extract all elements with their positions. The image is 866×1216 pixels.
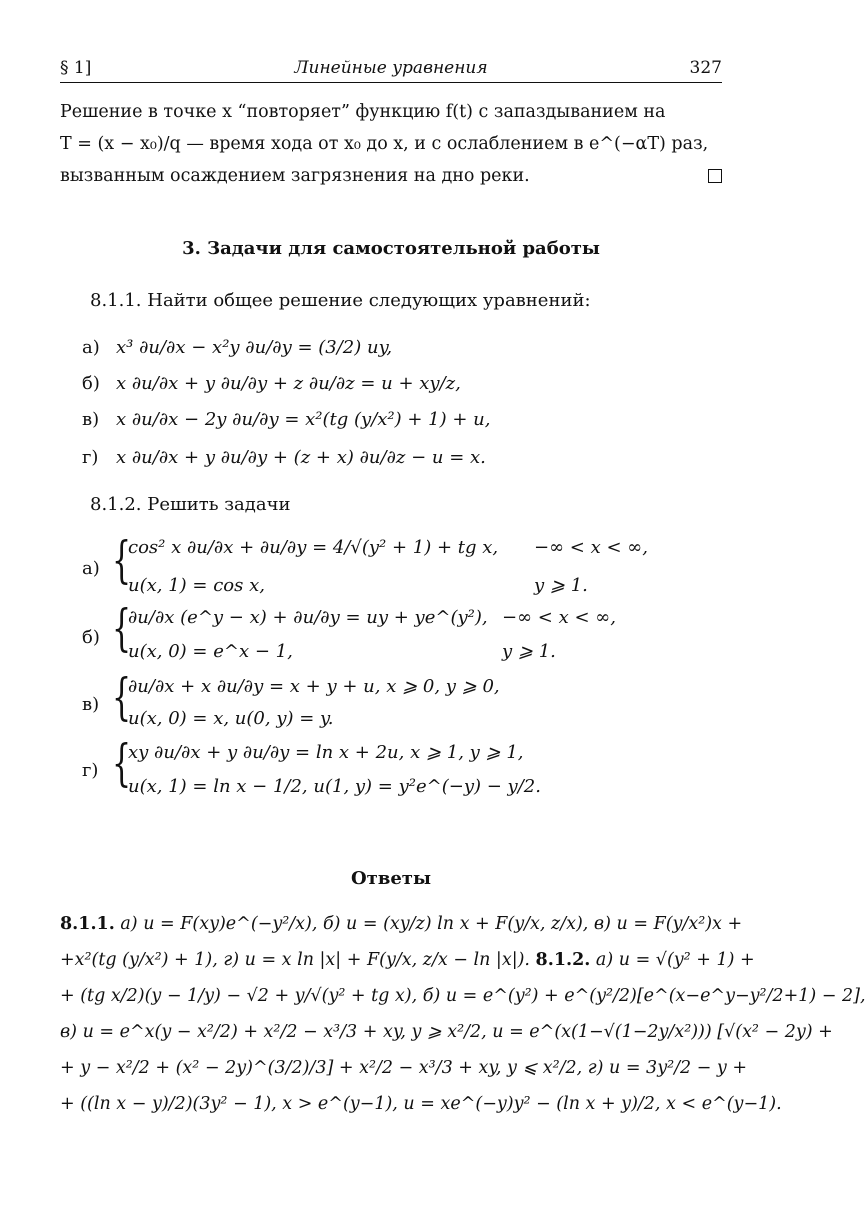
answer-line-4: в) u = e^x(y − x²/2) + x²/2 − x³/3 + xy, y ⩾ x²/2, u = e^(x(1−√(1−2y/x²))) [√(x² − 2y) +	[60, 1022, 833, 1042]
equation-811-d	[82, 447, 486, 468]
section-heading: 3. Задачи для самостоятельной работы	[182, 238, 600, 259]
equation-body: x³ ∂u/∂x − x²y ∂u/∂y = (3/2) uy,	[116, 337, 393, 358]
system-label: б)	[82, 627, 100, 648]
equation-811-b	[82, 373, 461, 394]
intro-line-2: T = (x − x₀)/q — время хода от x₀ до x, и с ослаблением в e^(−αT) раз,	[60, 134, 709, 154]
system-row-1: ∂u/∂x + x ∂u/∂y = x + y + u, x ⩾ 0, y ⩾ 0,	[128, 676, 500, 697]
intro-line-3	[60, 160, 722, 192]
system-row-1: ∂u/∂x (e^y − x) + ∂u/∂y = uy + ye^(y²),	[128, 607, 488, 628]
page-number: 327	[689, 58, 722, 78]
left-brace-icon: {	[112, 531, 132, 589]
left-brace-icon: {	[112, 668, 132, 726]
intro-line-1: Решение в точке x “повторяет” функцию f(t) с запаздыванием на	[60, 102, 666, 122]
intro-line-3-text: вызванным осаждением загрязнения на дно реки.	[60, 166, 530, 186]
answer-line-1	[60, 906, 743, 942]
system-row-2: u(x, 0) = x, u(0, y) = y.	[128, 708, 334, 729]
answers-block	[60, 906, 866, 1122]
answers-heading: Ответы	[351, 868, 431, 889]
answer-text: +x²(tg (y/x²) + 1), г) u = x ln |x| + F(y/x, z/x − ln |x|).	[60, 950, 536, 970]
equation-label: г)	[82, 447, 99, 468]
answer-label-811: 8.1.1.	[60, 914, 115, 934]
task-812-intro: 8.1.2. Решить задачи	[90, 494, 291, 515]
book-page	[60, 0, 866, 1216]
system-condition-2: y ⩾ 1.	[502, 641, 556, 662]
answer-text: а) u = F(xy)e^(−y²/x), б) u = (xy/z) ln x + F(y/x, z/x), в) u = F(y/x²)x +	[114, 914, 743, 934]
equation-label: а)	[82, 337, 100, 358]
equation-body: x ∂u/∂x + y ∂u/∂y + z ∂u/∂z = u + xy/z,	[116, 373, 461, 394]
running-title: Линейные уравнения	[294, 58, 488, 78]
system-label: в)	[82, 694, 100, 715]
left-brace-icon: {	[112, 599, 132, 657]
answer-line-3: + (tg x/2)(y − 1/y) − √2 + y/√(y² + tg x), б) u = e^(y²) + e^(y²/2)[e^(x−e^y−y²/2+1) − 2],	[60, 986, 866, 1006]
system-row-2: u(x, 1) = ln x − 1/2, u(1, y) = y²e^(−y) − y/2.	[128, 776, 541, 797]
qed-square-icon	[708, 169, 722, 183]
equation-body: x ∂u/∂x − 2y ∂u/∂y = x²(tg (y/x²) + 1) + u,	[116, 409, 491, 430]
answer-text: а) u = √(y² + 1) +	[590, 950, 755, 970]
intro-paragraph	[60, 96, 722, 192]
system-condition-2: y ⩾ 1.	[534, 575, 588, 596]
answer-line-5: + y − x²/2 + (x² − 2y)^(3/2)/3] + x²/2 − x³/3 + xy, y ⩽ x²/2, г) u = 3y²/2 − y +	[60, 1058, 748, 1078]
equation-label: б)	[82, 373, 100, 394]
system-row-1: xy ∂u/∂x + y ∂u/∂y = ln x + 2u, x ⩾ 1, y ⩾ 1,	[128, 742, 524, 763]
system-condition-1: −∞ < x < ∞,	[534, 537, 648, 558]
task-811-intro: 8.1.1. Найти общее решение следующих уравнений:	[90, 290, 591, 311]
system-row-1: cos² x ∂u/∂x + ∂u/∂y = 4/√(y² + 1) + tg x,	[128, 537, 499, 558]
system-condition-1: −∞ < x < ∞,	[502, 607, 616, 628]
equation-body: x ∂u/∂x + y ∂u/∂y + (z + x) ∂u/∂z − u = x.	[116, 447, 486, 468]
section-marker: § 1]	[60, 58, 92, 78]
answer-line-6: + ((ln x − y)/2)(3y² − 1), x > e^(y−1), u = xe^(−y)y² − (ln x + y)/2, x < e^(y−1).	[60, 1094, 782, 1114]
equation-811-a	[82, 337, 392, 358]
answer-label-812: 8.1.2.	[535, 950, 591, 970]
running-head	[60, 58, 722, 83]
system-row-2: u(x, 0) = e^x − 1,	[128, 641, 293, 662]
equation-811-c	[82, 409, 490, 430]
left-brace-icon: {	[112, 734, 132, 792]
equation-label: в)	[82, 409, 100, 430]
system-label: а)	[82, 558, 100, 579]
system-label: г)	[82, 760, 99, 781]
system-row-2: u(x, 1) = cos x,	[128, 575, 265, 596]
answer-line-2	[60, 942, 755, 978]
